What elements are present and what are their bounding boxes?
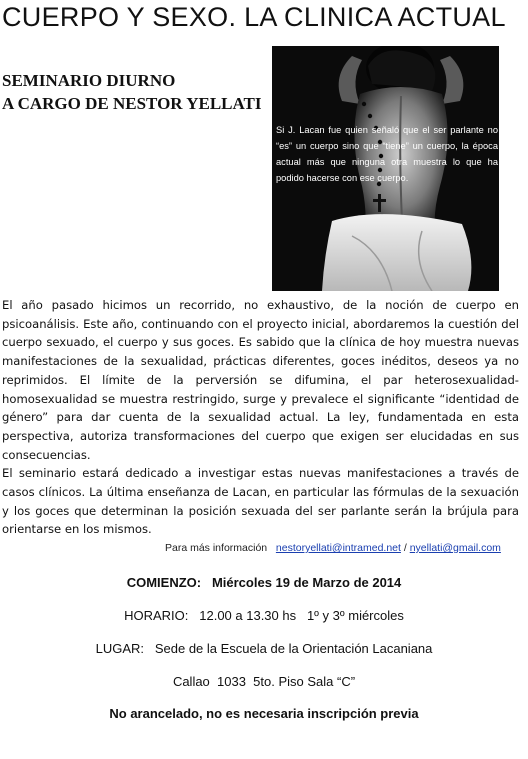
email-separator: / [403, 542, 407, 554]
fee-note: No arancelado, no es necesaria inscripción previa [109, 706, 419, 721]
poster-photo [272, 46, 499, 291]
address-line: Callao 1033 5to. Piso Sala “C” [172, 674, 356, 689]
start-value: Miércoles 19 de Marzo de 2014 [211, 575, 402, 590]
seminar-type: SEMINARIO DIURNO [2, 71, 176, 90]
start-date-line [0, 574, 528, 592]
seminar-presenter: A CARGO DE NESTOR YELLATI [2, 94, 262, 113]
contact-info [165, 540, 525, 556]
hours-value: 12.00 a 13.30 hs 1º y 3º miércoles [199, 608, 404, 623]
description-paragraph: El año pasado hicimos un recorrido, no exhaustivo, de la noción de cuerpo en psicoanálisis. Este año, continuando con el proyecto inicial, abordaremos la cuestión del cuerpo sexuado, el cuerpo y sus goces. Es sabido que la clínica de hoy muestra nuevas manifestaciones de la sexualidad, prácticas diferentes, goces inéditos, deseos ya no reprimidos. El límite de la perversión se difumina, el par heterosexualidad-homosexualidad se muestra restringido, surge y prevalece el significante “identidad de género” para dar cuenta de la sexualidad actual. La ley, fundamentada en esta perspectiva, autoriza transformaciones del cuerpo que exigen ser elucidadas en sus consecuencias. [2, 298, 519, 462]
photo-caption: Si J. Lacan fue quien señaló que el ser parlante no “es” un cuerpo sino que “tiene” un cuerpo, la época actual más que ninguna otra muestra lo que ha podido hacerse con ese cuerpo. [276, 125, 498, 183]
seminar-description [2, 296, 519, 539]
place-line [0, 640, 528, 658]
page-title: CUERPO Y SEXO. LA CLINICA ACTUAL [2, 2, 506, 32]
hours-line [0, 607, 528, 625]
email-link-2[interactable]: nyellati@gmail.com [409, 542, 501, 554]
place-value: Sede de la Escuela de la Orientación Lacaniana [154, 641, 433, 656]
contact-label: Para más información [165, 542, 268, 554]
email-link-1[interactable]: nestoryellati@intramed.net [275, 542, 401, 554]
description-paragraph: El seminario estará dedicado a investigar estas nuevas manifestaciones a través de casos clínicos. La última enseñanza de Lacan, en particular las fórmulas de la sexuación y los goces que determinan la posición sexuada del ser parlante serán la brújula para orientarse en los mismos. [2, 466, 519, 537]
start-label: COMIENZO: [126, 575, 202, 590]
place-label: LUGAR: [95, 641, 145, 656]
hours-label: HORARIO: [124, 608, 189, 623]
